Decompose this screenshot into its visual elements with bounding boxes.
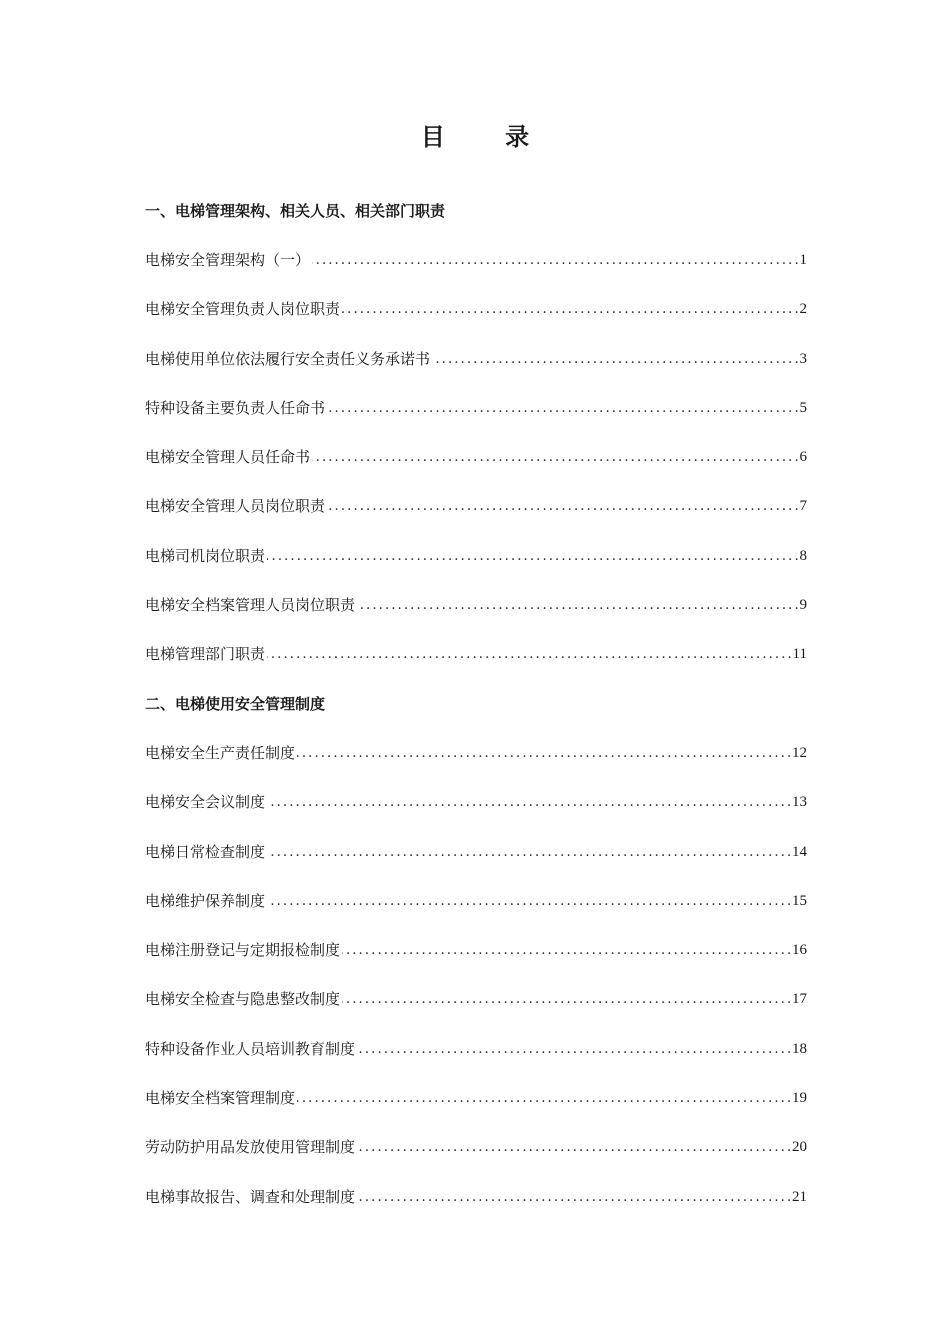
toc-entry-page: 13	[792, 794, 807, 811]
toc-entry[interactable]	[145, 1073, 807, 1122]
toc-entry-page: 16	[792, 942, 807, 959]
dot-leader	[297, 1086, 790, 1110]
toc-entry[interactable]	[145, 1123, 807, 1172]
dot-leader	[342, 987, 790, 1011]
toc-entry-label: 特种设备主要负责人任命书	[145, 398, 326, 417]
toc-entry-label: 电梯安全管理人员岗位职责	[145, 497, 326, 516]
toc-entry-label: 电梯安全管理人员任命书	[145, 448, 311, 467]
toc-entry[interactable]	[145, 1172, 807, 1221]
toc-entry[interactable]	[145, 827, 807, 876]
toc-entry-page: 20	[792, 1139, 807, 1156]
dot-leader	[342, 297, 797, 321]
toc-entry-page: 2	[799, 301, 807, 318]
dot-leader	[357, 593, 797, 617]
toc-entry-label: 电梯注册登记与定期报检制度	[145, 941, 341, 960]
toc-entry-page: 7	[799, 498, 807, 515]
dot-leader	[267, 840, 790, 864]
dot-leader	[312, 248, 797, 272]
dot-leader	[327, 396, 797, 420]
toc-entry-page: 1	[799, 251, 807, 268]
dot-leader	[357, 1185, 790, 1209]
toc-entry-label: 电梯安全档案管理人员岗位职责	[145, 596, 356, 615]
toc-entry-page: 8	[799, 547, 807, 564]
toc-entry-label: 电梯事故报告、调查和处理制度	[145, 1187, 356, 1206]
toc-entry-label: 电梯安全管理架构（一）	[145, 250, 311, 269]
dot-leader	[342, 938, 790, 962]
toc-entry[interactable]	[145, 285, 807, 334]
toc-entry-page: 21	[792, 1188, 807, 1205]
toc-entry-label: 劳动防护用品发放使用管理制度	[145, 1138, 356, 1157]
toc-entry-page: 19	[792, 1089, 807, 1106]
toc-entry-page: 18	[792, 1040, 807, 1057]
toc-entry-label: 电梯安全管理负责人岗位职责	[145, 300, 341, 319]
toc-entry[interactable]	[145, 925, 807, 974]
toc-entry-page: 15	[792, 892, 807, 909]
dot-leader	[267, 642, 791, 666]
toc-entry-label: 电梯使用单位依法履行安全责任义务承诺书	[145, 349, 431, 368]
toc-entry[interactable]	[145, 432, 807, 481]
toc-entry[interactable]	[145, 876, 807, 925]
toc-entry-page: 5	[799, 399, 807, 416]
toc-entry[interactable]	[145, 482, 807, 531]
toc-entry[interactable]	[145, 383, 807, 432]
toc-entry-page: 17	[792, 991, 807, 1008]
toc-entry-label: 特种设备作业人员培训教育制度	[145, 1039, 356, 1058]
toc-entry[interactable]	[145, 728, 807, 777]
toc-entry[interactable]	[145, 334, 807, 383]
toc-entry[interactable]	[145, 531, 807, 580]
toc-entry-page: 9	[799, 597, 807, 614]
toc-entry-label: 电梯安全检查与隐患整改制度	[145, 990, 341, 1009]
toc-entry-page: 12	[792, 744, 807, 761]
dot-leader	[327, 494, 797, 518]
toc-entry-label: 电梯维护保养制度	[145, 891, 266, 910]
toc-entry-page: 11	[792, 646, 807, 663]
dot-leader	[297, 741, 790, 765]
dot-leader	[267, 889, 790, 913]
toc-entry[interactable]	[145, 630, 807, 679]
toc-entry-label: 电梯日常检查制度	[145, 842, 266, 861]
dot-leader	[267, 544, 797, 568]
page-title: 目 录	[420, 123, 556, 151]
toc-entry-page: 14	[792, 843, 807, 860]
toc-entry[interactable]	[145, 580, 807, 629]
toc-entry-label: 电梯司机岗位职责	[145, 546, 266, 565]
toc-entry-page: 6	[799, 449, 807, 466]
dot-leader	[432, 347, 797, 371]
toc-entry[interactable]	[145, 1024, 807, 1073]
toc-entry-label: 电梯安全生产责任制度	[145, 743, 296, 762]
dot-leader	[267, 790, 790, 814]
toc-entry-label: 电梯安全会议制度	[145, 793, 266, 812]
toc-entry[interactable]	[145, 235, 807, 284]
dot-leader	[357, 1135, 790, 1159]
toc-entry[interactable]	[145, 975, 807, 1024]
dot-leader	[312, 445, 797, 469]
toc-entry-page: 3	[799, 350, 807, 367]
toc-entry-label: 电梯安全档案管理制度	[145, 1088, 296, 1107]
toc-entry[interactable]	[145, 778, 807, 827]
table-of-contents	[145, 186, 807, 1221]
section-heading: 一、电梯管理架构、相关人员、相关部门职责	[145, 201, 446, 220]
dot-leader	[357, 1037, 790, 1061]
section-heading: 二、电梯使用安全管理制度	[145, 694, 326, 713]
toc-entry-label: 电梯管理部门职责	[145, 645, 266, 664]
